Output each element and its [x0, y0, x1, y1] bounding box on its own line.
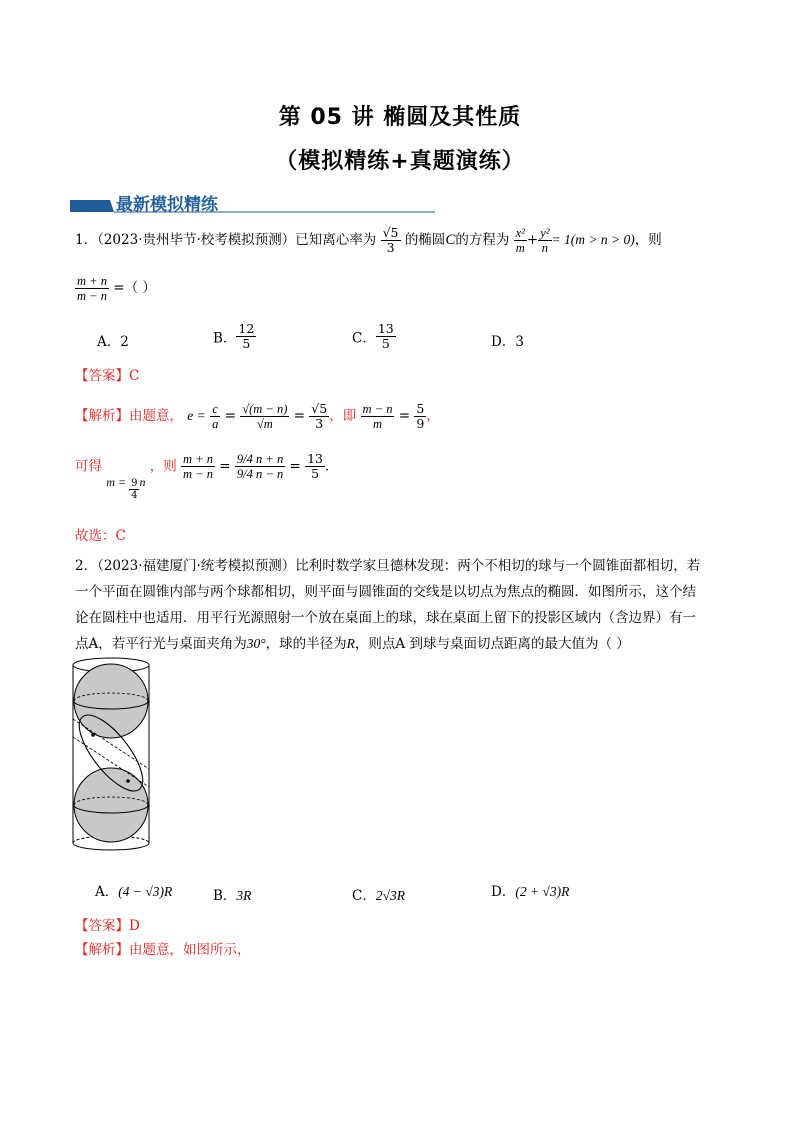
question-number: 1． — [75, 232, 98, 248]
page-title: 第 05 讲 椭圆及其性质 — [278, 105, 522, 130]
eccentricity-fraction: $\frac{√5}{3}$ — [382, 225, 399, 255]
answer-1: 【答案】C — [75, 368, 140, 384]
question-2-line1: 2．（2023·福建厦门·统考模拟预测）比利时数学家旦德林发现：两个不相切的球与一个圆锥面都相切，若 — [75, 558, 701, 574]
page-subtitle: （模拟精练+真题演练） — [275, 149, 525, 174]
equation-y-term: $\frac{\text{y²}}{n}$ — [540, 226, 550, 255]
option-a[interactable]: A．(4 − √3)R — [95, 884, 173, 900]
answer-blank: =（ ） — [113, 280, 156, 296]
option-a[interactable]: A．2 — [97, 334, 129, 350]
stem-text: 的椭圆 — [404, 232, 446, 248]
option-d[interactable]: D．(2 + √3)R — [491, 884, 570, 900]
question-source: （2023·贵州毕节·校考模拟预测） — [97, 232, 296, 248]
equation-x-term: $\frac{\text{x²}}{m}$ — [515, 226, 525, 255]
question-2-line2: 一个平面在圆锥内部与两个球都相切，则平面与圆锥面的交线是以切点为焦点的椭圆．如图所示，这个结 — [75, 584, 696, 600]
dandelin-cylinder-figure — [66, 655, 156, 865]
option-b[interactable]: B． $\frac{12}{5}$ — [213, 321, 255, 351]
answer-2: 【答案】D — [75, 918, 140, 934]
question-1-ask — [75, 274, 156, 303]
stem-text: 已知离心率为 — [295, 232, 377, 248]
option-d[interactable]: D．3 — [491, 334, 524, 350]
analysis-1-line1: 【解析】由题意， e = $\frac{c}{a}$ = $\frac{√(m - n)}{√m}$ = $\frac{√5}{3}$ ，即 $\frac{m - n}{m}$ = $\frac{5}{9}$ ， — [75, 401, 440, 431]
option-b[interactable]: B．3R — [213, 888, 252, 904]
question-2-line3: 论在圆柱中也适用．用平行光源照射一个放在桌面上的球，球在桌面上留下的投影区域内（含边界）有一 — [75, 610, 696, 626]
section-heading: 最新模拟精练 — [116, 195, 218, 215]
option-c[interactable]: C． $\frac{13}{5}$ — [352, 321, 394, 351]
equation-rest: = 1(m > n > 0) — [551, 232, 635, 247]
question-2-line4: 点A，若平行光与桌面夹角为30°，球的半径为R，则点A 到球与桌面切点距离的最大值为（ ） — [75, 636, 630, 652]
ellipse-name: C — [445, 232, 456, 248]
stem-text: 的方程为 — [455, 232, 510, 248]
question-1-stem: 1．（2023·贵州毕节·校考模拟预测）已知离心率为 $\frac{√5}{3}$ 的椭圆C的方程为 $\frac{\text{x²}}{m}$ + $\frac{\text{y²}}{n}$ = 1(m > n > 0)，则 — [75, 225, 662, 255]
option-c[interactable]: C．2√3R — [352, 888, 405, 904]
analysis-2: 【解析】由题意，如图所示， — [75, 942, 251, 958]
analysis-1-line2: 可得 m = $\frac{9}{4}$ n ，则 $\frac{m + n}{m - n}$ = $\frac{9/4 n + n}{9/4 n - n}$ = $\frac{13}{5}$ ． — [75, 451, 339, 501]
conclusion-1: 故选：C — [75, 528, 126, 544]
ask-fraction: $\frac{m + n}{m - n}$ — [77, 274, 107, 303]
